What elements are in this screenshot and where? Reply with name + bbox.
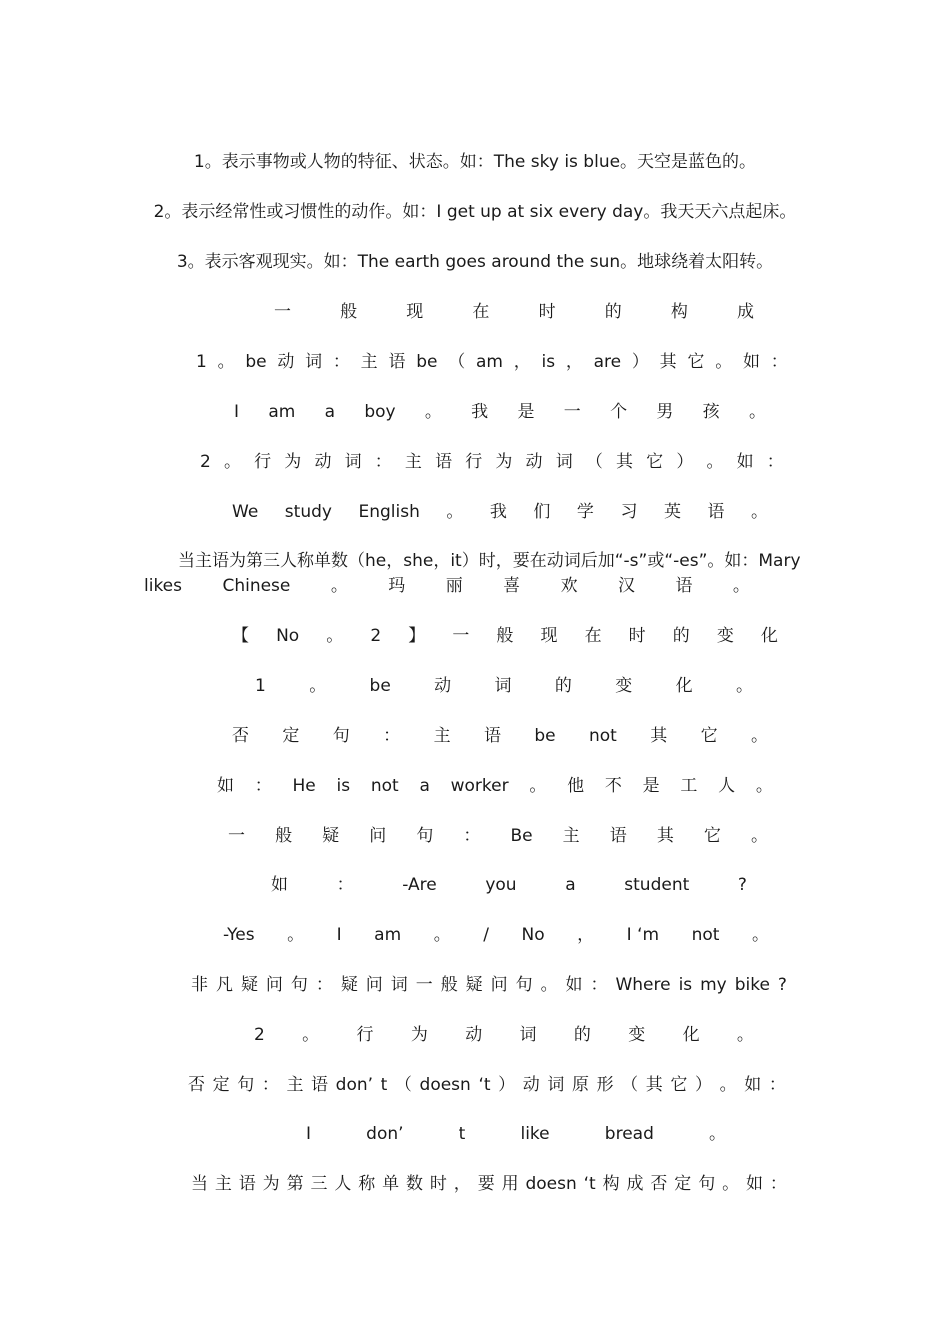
- text-token: 词: [519, 1025, 537, 1045]
- text-token: ：: [315, 975, 333, 995]
- line-present-feature: 1。表示事物或人物的特征、状态。如：The sky is blue。天空是蓝色的。: [193, 152, 757, 172]
- text-token: I: [336, 925, 342, 945]
- text-token: 语: [609, 826, 627, 846]
- text-token: 词: [305, 352, 323, 372]
- text-token: not: [588, 726, 617, 746]
- text-token: 汉: [618, 576, 635, 596]
- text-token: 一: [415, 975, 433, 995]
- text-token: 人: [334, 1174, 352, 1194]
- text-token: 人: [718, 776, 736, 796]
- text-token: 构: [670, 302, 688, 322]
- text-token: 不: [604, 776, 622, 796]
- line-third-person-example: [144, 574, 750, 598]
- text-token: doesn: [419, 1075, 471, 1095]
- text-token: likes: [144, 576, 183, 596]
- text-token: 是: [642, 776, 660, 796]
- text-token: 句: [237, 1075, 255, 1095]
- text-token: ‘t: [583, 1174, 596, 1194]
- text-token: 丽: [445, 576, 463, 596]
- text-token: 。: [223, 452, 241, 472]
- text-token: 词: [494, 676, 512, 696]
- text-token: 时: [538, 302, 556, 322]
- text-token: 如: [565, 975, 583, 995]
- text-token: 句: [416, 826, 434, 846]
- line-example-we-study: [232, 500, 768, 524]
- text-token: 如: [742, 352, 760, 372]
- text-token: 。: [709, 1124, 726, 1144]
- text-token: 动: [434, 676, 452, 696]
- text-token: 否: [232, 726, 249, 746]
- text-token: 2: [370, 626, 382, 646]
- text-token: student: [624, 875, 690, 895]
- text-token: ，: [565, 352, 583, 372]
- text-token: 般: [340, 302, 358, 322]
- text-token: ：: [336, 875, 354, 895]
- text-token: 它: [646, 452, 664, 472]
- text-token: 主: [404, 452, 422, 472]
- line-negative-be: [232, 724, 768, 748]
- text-token: a: [419, 776, 430, 796]
- text-token: 它: [687, 352, 705, 372]
- text-token: like: [520, 1124, 550, 1144]
- text-token: He: [292, 776, 316, 796]
- text-token: 。: [736, 1025, 754, 1045]
- text-token: is: [541, 352, 556, 372]
- text-token: 主: [562, 826, 580, 846]
- text-token: Where: [615, 975, 671, 995]
- text-token: 化: [682, 1025, 700, 1045]
- text-token: 三: [310, 1174, 328, 1194]
- text-token: ）: [498, 1075, 516, 1095]
- text-token: am: [475, 352, 503, 372]
- text-token: 。: [750, 502, 768, 522]
- text-token: 。: [732, 576, 750, 596]
- text-token: ?: [737, 875, 747, 895]
- text-token: don’: [366, 1124, 404, 1144]
- text-token: 主: [286, 1075, 304, 1095]
- text-token: 它: [670, 1075, 688, 1095]
- text-token: 如: [217, 776, 234, 796]
- text-token: not: [691, 925, 720, 945]
- line-example-are-you-student: [271, 873, 747, 897]
- text-token: ：: [768, 1075, 786, 1095]
- text-token: t: [380, 1075, 388, 1095]
- text-token: is: [678, 975, 693, 995]
- line-example-not-worker: [217, 774, 773, 798]
- text-token: 当: [191, 1174, 208, 1194]
- text-token: ：: [332, 352, 350, 372]
- text-token: （: [621, 1075, 639, 1095]
- text-token: 。: [750, 826, 768, 846]
- text-token: 语: [388, 352, 406, 372]
- text-token: 。: [326, 626, 344, 646]
- text-token: 称: [358, 1174, 376, 1194]
- text-token: 词: [344, 452, 362, 472]
- text-token: 词: [555, 452, 573, 472]
- text-token: 。: [722, 1174, 740, 1194]
- text-token: don’: [335, 1075, 374, 1095]
- text-token: 语: [238, 1174, 256, 1194]
- text-token: 般: [440, 975, 458, 995]
- text-token: 问: [369, 826, 387, 846]
- text-token: 孩: [702, 402, 720, 422]
- line-special-question: [191, 973, 787, 997]
- text-token: a: [324, 402, 336, 422]
- text-token: boy: [364, 402, 396, 422]
- text-token: 如: [745, 1174, 763, 1194]
- text-token: 词: [547, 1075, 565, 1095]
- text-token: 语: [707, 502, 725, 522]
- line-example-yes-no-answer: [223, 923, 769, 947]
- text-token: 它: [703, 826, 721, 846]
- text-token: 行: [254, 452, 272, 472]
- text-token: 欢: [560, 576, 578, 596]
- text-token: 学: [576, 502, 594, 522]
- text-token: 主: [214, 1174, 232, 1194]
- text-token: 动: [525, 452, 543, 472]
- text-token: t: [458, 1124, 466, 1144]
- text-token: 动: [522, 1075, 540, 1095]
- text-token: （: [394, 1075, 412, 1095]
- text-token: ：: [261, 1075, 279, 1095]
- text-token: 。: [706, 452, 724, 472]
- text-token: 他: [567, 776, 585, 796]
- text-token: （: [448, 352, 466, 372]
- text-token: /: [483, 925, 489, 945]
- text-token: worker: [450, 776, 509, 796]
- text-token: 行: [465, 452, 483, 472]
- text-token: 定: [674, 1174, 692, 1194]
- text-token: 工: [680, 776, 698, 796]
- text-token: 【: [232, 626, 249, 646]
- text-token: 。: [715, 352, 733, 372]
- text-token: you: [485, 875, 517, 895]
- line-be-verb-structure: [196, 350, 788, 374]
- text-token: 句: [515, 975, 533, 995]
- text-token: 成: [736, 302, 754, 322]
- text-token: be: [534, 726, 556, 746]
- text-token: 疑: [240, 975, 258, 995]
- text-token: 疑: [322, 826, 340, 846]
- text-token: 的: [604, 302, 622, 322]
- text-token: be: [416, 352, 438, 372]
- text-token: 其: [616, 452, 634, 472]
- text-token: I: [306, 1124, 312, 1144]
- text-token: 。: [309, 676, 327, 696]
- text-token: 现: [540, 626, 558, 646]
- text-token: 其: [659, 352, 677, 372]
- text-token: 。: [751, 726, 768, 746]
- text-token: 动: [465, 1025, 483, 1045]
- text-token: 一: [452, 626, 470, 646]
- heading-present-structure: [274, 300, 754, 324]
- text-token: 如: [736, 452, 754, 472]
- text-token: ，: [453, 1174, 471, 1194]
- text-token: 般: [275, 826, 293, 846]
- text-token: is: [336, 776, 351, 796]
- text-token: 其: [656, 826, 674, 846]
- section-heading-no2: [232, 624, 778, 648]
- text-token: 男: [656, 402, 674, 422]
- text-token: 定: [212, 1075, 230, 1095]
- text-token: 习: [620, 502, 638, 522]
- text-token: 们: [533, 502, 551, 522]
- text-token: 的: [554, 676, 572, 696]
- text-token: 问: [490, 975, 508, 995]
- text-token: 的: [573, 1025, 591, 1045]
- text-token: ：: [254, 776, 272, 796]
- text-token: 否: [188, 1075, 205, 1095]
- text-token: I: [234, 402, 240, 422]
- text-token: 数: [406, 1174, 424, 1194]
- line-third-person-negative: [191, 1172, 787, 1196]
- text-token: 。: [424, 402, 442, 422]
- text-token: 时: [429, 1174, 447, 1194]
- text-token: -Yes: [223, 925, 255, 945]
- text-token: 是: [517, 402, 535, 422]
- text-token: 为: [284, 452, 302, 472]
- text-token: am: [374, 925, 402, 945]
- text-token: 。: [330, 576, 348, 596]
- text-token: ：: [590, 975, 608, 995]
- text-token: 为: [410, 1025, 428, 1045]
- text-token: a: [565, 875, 576, 895]
- text-token: 我: [489, 502, 507, 522]
- line-be-verb-change: [255, 674, 753, 698]
- text-token: 第: [286, 1174, 304, 1194]
- text-token: 喜: [503, 576, 521, 596]
- text-token: 。: [540, 975, 558, 995]
- text-token: 一: [274, 302, 291, 322]
- text-token: 否: [650, 1174, 668, 1194]
- text-token: 成: [626, 1174, 644, 1194]
- text-token: 语: [435, 452, 453, 472]
- text-token: ）: [631, 352, 649, 372]
- text-token: 2: [254, 1025, 265, 1045]
- text-token: 它: [700, 726, 718, 746]
- text-token: 2: [200, 452, 211, 472]
- text-token: 。: [719, 1075, 737, 1095]
- text-token: my: [700, 975, 727, 995]
- text-token: 用: [501, 1174, 519, 1194]
- text-token: ）: [695, 1075, 712, 1095]
- text-token: study: [284, 502, 332, 522]
- text-token: be: [245, 352, 267, 372]
- text-token: 。: [302, 1025, 320, 1045]
- text-token: 。: [433, 925, 451, 945]
- text-token: ：: [383, 726, 401, 746]
- text-token: 问: [265, 975, 283, 995]
- text-token: 如: [271, 875, 288, 895]
- text-token: 。: [748, 402, 766, 422]
- text-token: 玛: [388, 576, 406, 596]
- text-token: doesn: [525, 1174, 577, 1194]
- line-third-person-rule: 当主语为第三人称单数（he，she，it）时，要在动词后加“-s”或“-es”。如：Mary: [178, 551, 801, 571]
- text-token: 一: [563, 402, 581, 422]
- line-example-dont-like-bread: [306, 1122, 726, 1146]
- text-token: ：: [769, 1174, 787, 1194]
- text-token: 原: [571, 1075, 589, 1095]
- text-token: 变: [716, 626, 734, 646]
- text-token: 般: [496, 626, 514, 646]
- text-token: I ‘m: [626, 925, 660, 945]
- text-token: 变: [615, 676, 633, 696]
- text-token: bread: [604, 1124, 654, 1144]
- text-token: ：: [770, 352, 788, 372]
- text-token: 形: [596, 1075, 614, 1095]
- text-token: 。: [735, 676, 753, 696]
- text-token: 。: [751, 925, 769, 945]
- line-present-habit: 2。表示经常性或习惯性的动作。如：I get up at six every day。我天天六点起床。: [153, 202, 797, 222]
- text-token: 行: [356, 1025, 374, 1045]
- text-token: 构: [602, 1174, 620, 1194]
- text-token: ?: [777, 975, 787, 995]
- text-token: 如: [744, 1075, 762, 1095]
- line-action-verb-change: [254, 1023, 754, 1047]
- text-token: 语: [483, 726, 501, 746]
- text-token: ，: [577, 925, 595, 945]
- text-token: bike: [734, 975, 770, 995]
- text-token: Chinese: [222, 576, 291, 596]
- text-token: ：: [374, 452, 392, 472]
- text-token: 。: [446, 502, 464, 522]
- text-token: 语: [311, 1075, 329, 1095]
- text-token: 时: [628, 626, 646, 646]
- text-token: 凡: [215, 975, 233, 995]
- text-token: 其: [650, 726, 668, 746]
- text-token: 】: [408, 626, 426, 646]
- text-token: 为: [495, 452, 513, 472]
- text-token: ）: [676, 452, 694, 472]
- text-token: 我: [471, 402, 489, 422]
- text-token: 在: [584, 626, 602, 646]
- text-token: 。: [529, 776, 547, 796]
- text-token: be: [369, 676, 391, 696]
- text-token: ：: [463, 826, 481, 846]
- line-example-i-am: [234, 400, 766, 424]
- text-token: No: [276, 626, 300, 646]
- text-token: 现: [406, 302, 424, 322]
- text-token: ，: [513, 352, 531, 372]
- text-token: 英: [663, 502, 681, 522]
- text-token: 化: [760, 626, 778, 646]
- text-token: ：: [766, 452, 784, 472]
- text-token: No: [521, 925, 545, 945]
- text-token: 句: [332, 726, 350, 746]
- text-token: 为: [262, 1174, 280, 1194]
- text-token: English: [358, 502, 420, 522]
- text-token: 1: [196, 352, 207, 372]
- text-token: 。: [217, 352, 235, 372]
- text-token: not: [370, 776, 399, 796]
- text-token: 。: [287, 925, 305, 945]
- text-token: -Are: [402, 875, 437, 895]
- line-action-verb-structure: [200, 450, 784, 474]
- text-token: 语: [675, 576, 693, 596]
- text-token: 问: [365, 975, 383, 995]
- text-token: ‘t: [478, 1075, 491, 1095]
- text-token: 主: [360, 352, 378, 372]
- text-token: 个: [610, 402, 628, 422]
- text-token: 其: [645, 1075, 663, 1095]
- text-token: 词: [390, 975, 408, 995]
- text-token: 疑: [465, 975, 483, 995]
- text-token: 要: [477, 1174, 495, 1194]
- text-token: 一: [228, 826, 245, 846]
- text-token: am: [268, 402, 296, 422]
- text-token: 疑: [340, 975, 358, 995]
- text-token: We: [232, 502, 259, 522]
- text-token: 单: [382, 1174, 400, 1194]
- text-token: （: [585, 452, 603, 472]
- line-present-fact: 3。表示客观现实。如：The earth goes around the sun。地球绕着太阳转。: [176, 252, 774, 272]
- text-token: 变: [628, 1025, 646, 1045]
- text-token: Be: [510, 826, 533, 846]
- text-token: 主: [433, 726, 451, 746]
- text-token: 动: [277, 352, 295, 372]
- text-token: 句: [698, 1174, 716, 1194]
- text-token: 定: [282, 726, 300, 746]
- text-token: 在: [472, 302, 490, 322]
- text-token: 句: [290, 975, 308, 995]
- text-token: 非: [191, 975, 208, 995]
- text-token: 。: [755, 776, 773, 796]
- text-token: 化: [675, 676, 693, 696]
- text-token: 的: [672, 626, 690, 646]
- line-negative-action-verb: [188, 1073, 786, 1097]
- text-token: 动: [314, 452, 332, 472]
- text-token: 1: [255, 676, 266, 696]
- text-token: are: [593, 352, 622, 372]
- line-yes-no-question-be: [228, 824, 768, 848]
